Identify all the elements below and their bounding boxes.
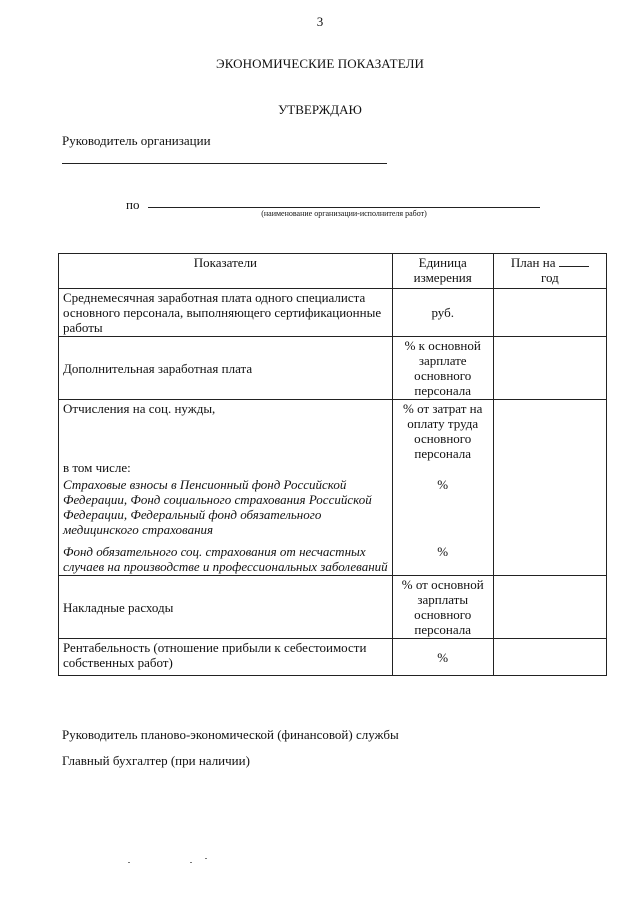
header-plan-prefix: План на bbox=[510, 255, 556, 270]
row-salary-label: Среднемесячная заработная плата одного специалиста основного персонала, выполняющего сертификационные работы bbox=[59, 289, 393, 337]
table-row bbox=[59, 476, 607, 538]
table-row bbox=[59, 400, 607, 477]
organization-head-label: Руководитель организации bbox=[62, 133, 211, 148]
finance-head-label: Руководитель планово-экономической (финансовой) службы bbox=[62, 727, 399, 742]
table-row bbox=[59, 289, 607, 337]
organization-name-caption: (наименование организации-исполнителя работ) bbox=[261, 209, 427, 218]
row-accident-unit: % bbox=[392, 538, 493, 576]
row-overhead-unit: % от основной зарплаты основного персонала bbox=[392, 576, 493, 639]
page-number: 3 bbox=[316, 14, 324, 29]
row-overhead-label: Накладные расходы bbox=[59, 576, 393, 639]
row-insurance-label: Страховые взносы в Пенсионный фонд Российской Федерации, Фонд социального страхования Российской Федерации, Федеральный фонд обязательного медицинского страхования bbox=[59, 476, 393, 538]
row-accident-plan bbox=[493, 538, 606, 576]
header-unit: Единица измерения bbox=[392, 254, 493, 289]
row-additional-plan bbox=[493, 337, 606, 400]
approval-heading: УТВЕРЖДАЮ bbox=[278, 102, 362, 117]
scan-speck bbox=[128, 862, 130, 863]
chief-accountant-label: Главный бухгалтер (при наличии) bbox=[62, 753, 250, 768]
header-indicators: Показатели bbox=[59, 254, 393, 289]
row-insurance-plan bbox=[493, 476, 606, 538]
document-title: ЭКОНОМИЧЕСКИЕ ПОКАЗАТЕЛИ bbox=[216, 56, 424, 71]
indicators-table bbox=[58, 253, 607, 676]
row-social-spacer bbox=[63, 416, 388, 460]
row-salary-plan bbox=[493, 289, 606, 337]
scan-speck bbox=[190, 862, 192, 863]
row-social-unit: % от затрат на оплату труда основного персонала bbox=[392, 400, 493, 477]
header-plan-suffix: год bbox=[540, 270, 559, 285]
row-additional-unit: % к основной зарплате основного персонала bbox=[392, 337, 493, 400]
year-blank-line bbox=[559, 257, 589, 267]
row-social-label bbox=[59, 400, 393, 477]
signature-line bbox=[62, 163, 387, 164]
row-accident-label: Фонд обязательного соц. страхования от несчастных случаев на производстве и профессиональных заболеваний bbox=[59, 538, 393, 576]
row-including-text: в том числе: bbox=[63, 460, 131, 475]
table-header-row bbox=[59, 254, 607, 289]
row-profit-label: Рентабельность (отношение прибыли к себестоимости собственных работ) bbox=[59, 639, 393, 676]
organization-name-line bbox=[148, 207, 540, 208]
row-social-text: Отчисления на соц. нужды, bbox=[63, 401, 216, 416]
row-social-plan bbox=[493, 400, 606, 477]
row-profit-unit: % bbox=[392, 639, 493, 676]
po-label: по bbox=[126, 197, 140, 212]
table-row bbox=[59, 337, 607, 400]
table-row bbox=[59, 538, 607, 576]
table-row bbox=[59, 639, 607, 676]
row-salary-unit: руб. bbox=[392, 289, 493, 337]
row-overhead-plan bbox=[493, 576, 606, 639]
scan-speck bbox=[205, 858, 207, 859]
row-insurance-unit: % bbox=[392, 476, 493, 538]
header-plan bbox=[493, 254, 606, 289]
row-profit-plan bbox=[493, 639, 606, 676]
table-row bbox=[59, 576, 607, 639]
row-additional-label: Дополнительная заработная плата bbox=[59, 337, 393, 400]
